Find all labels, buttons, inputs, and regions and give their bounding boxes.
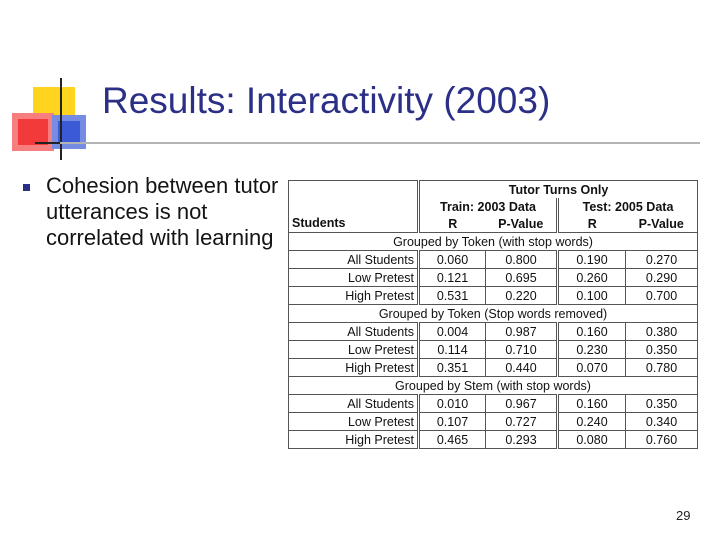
logo-red-square [12, 113, 54, 151]
test-r-cell: 0.260 [558, 269, 626, 287]
test-p-cell: 0.780 [626, 359, 698, 377]
tutor-turns-header: Tutor Turns Only [419, 181, 698, 199]
test-p-cell: 0.350 [626, 395, 698, 413]
test-r-cell: 0.070 [558, 359, 626, 377]
page-number: 29 [676, 508, 691, 523]
train-r-header: R [419, 215, 486, 233]
train-r-cell: 0.060 [419, 251, 486, 269]
table-row [289, 269, 698, 287]
table-row [289, 287, 698, 305]
train-header: Train: 2003 Data [419, 198, 558, 215]
test-r-cell: 0.100 [558, 287, 626, 305]
table-row [289, 251, 698, 269]
table-row [289, 359, 698, 377]
group-row [289, 377, 698, 395]
table-row [289, 341, 698, 359]
test-p-cell: 0.700 [626, 287, 698, 305]
test-p-cell: 0.270 [626, 251, 698, 269]
train-r-cell: 0.351 [419, 359, 486, 377]
train-p-cell: 0.967 [486, 395, 558, 413]
row-label: Low Pretest [289, 341, 419, 359]
train-p-cell: 0.695 [486, 269, 558, 287]
train-p-header: P-Value [486, 215, 558, 233]
results-table [288, 180, 698, 449]
bullet-text: Cohesion between tutor utterances is not correlated with learning [46, 173, 279, 250]
table-row [289, 413, 698, 431]
group-row [289, 305, 698, 323]
test-r-cell: 0.080 [558, 431, 626, 449]
row-label: High Pretest [289, 359, 419, 377]
train-r-cell: 0.531 [419, 287, 486, 305]
test-r-cell: 0.160 [558, 323, 626, 341]
test-p-cell: 0.340 [626, 413, 698, 431]
logo-vertical-line [60, 78, 62, 160]
row-label: All Students [289, 395, 419, 413]
train-r-cell: 0.465 [419, 431, 486, 449]
test-p-cell: 0.760 [626, 431, 698, 449]
students-header: Students [289, 181, 419, 233]
table-header-row [289, 181, 698, 199]
train-p-cell: 0.293 [486, 431, 558, 449]
train-p-cell: 0.220 [486, 287, 558, 305]
table-row [289, 395, 698, 413]
test-r-cell: 0.230 [558, 341, 626, 359]
group-title: Grouped by Token (with stop words) [289, 233, 698, 251]
test-r-cell: 0.190 [558, 251, 626, 269]
table-row [289, 323, 698, 341]
train-r-cell: 0.121 [419, 269, 486, 287]
row-label: High Pretest [289, 431, 419, 449]
train-r-cell: 0.114 [419, 341, 486, 359]
table-row [289, 431, 698, 449]
test-header: Test: 2005 Data [558, 198, 698, 215]
row-label: Low Pretest [289, 269, 419, 287]
train-r-cell: 0.010 [419, 395, 486, 413]
train-p-cell: 0.440 [486, 359, 558, 377]
train-r-cell: 0.107 [419, 413, 486, 431]
train-p-cell: 0.727 [486, 413, 558, 431]
train-r-cell: 0.004 [419, 323, 486, 341]
test-p-header: P-Value [626, 215, 698, 233]
row-label: All Students [289, 323, 419, 341]
test-r-header: R [558, 215, 626, 233]
row-label: High Pretest [289, 287, 419, 305]
test-r-cell: 0.240 [558, 413, 626, 431]
test-p-cell: 0.290 [626, 269, 698, 287]
group-title: Grouped by Stem (with stop words) [289, 377, 698, 395]
row-label: Low Pretest [289, 413, 419, 431]
bullet-marker-icon [23, 184, 30, 191]
group-title: Grouped by Token (Stop words removed) [289, 305, 698, 323]
title-divider [60, 142, 700, 144]
group-row [289, 233, 698, 251]
test-r-cell: 0.160 [558, 395, 626, 413]
train-p-cell: 0.987 [486, 323, 558, 341]
test-p-cell: 0.350 [626, 341, 698, 359]
train-p-cell: 0.710 [486, 341, 558, 359]
train-p-cell: 0.800 [486, 251, 558, 269]
row-label: All Students [289, 251, 419, 269]
test-p-cell: 0.380 [626, 323, 698, 341]
slide-title: Results: Interactivity (2003) [102, 80, 551, 121]
